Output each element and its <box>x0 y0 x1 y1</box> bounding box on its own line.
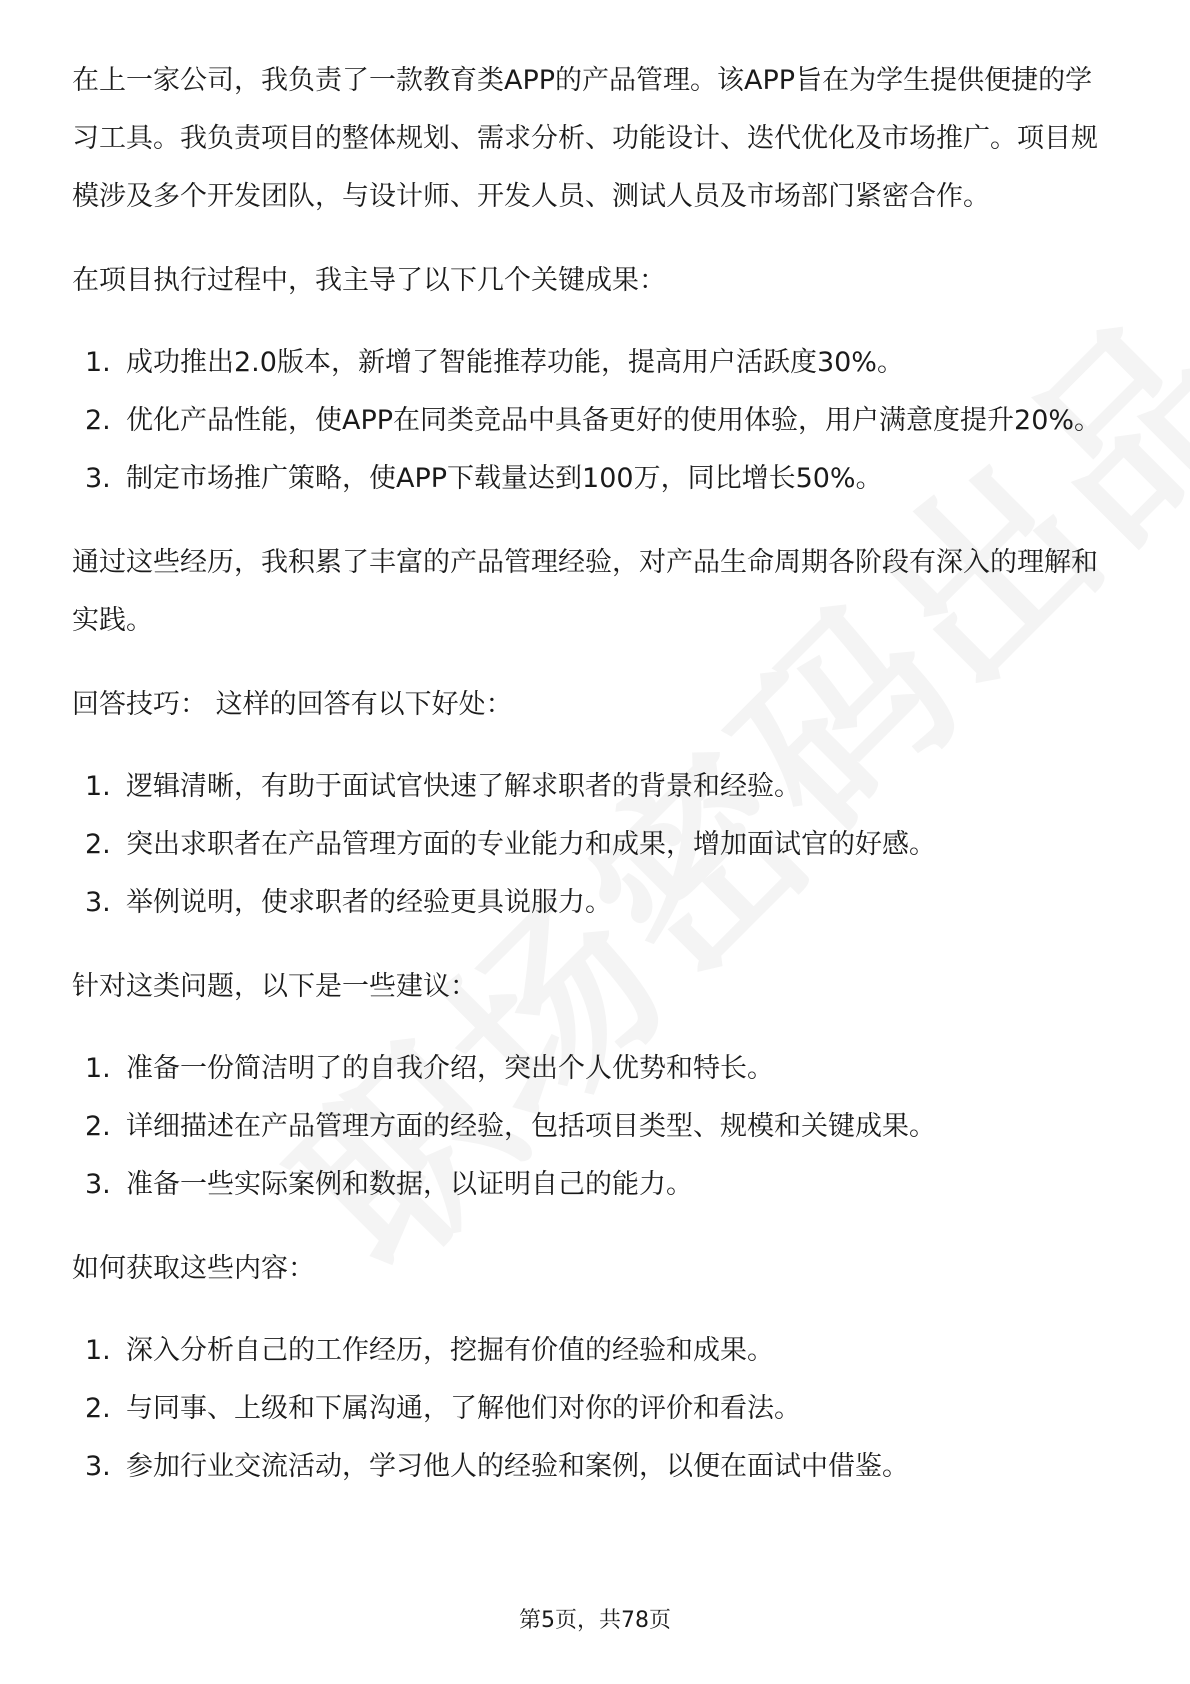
list-number: 3. <box>85 1169 111 1200</box>
list-number: 1. <box>85 347 111 378</box>
list-number: 2. <box>85 405 111 436</box>
list-item-text: 制定市场推广策略，使APP下载量达到100万，同比增长50%。 <box>126 463 883 494</box>
list-item <box>72 1322 1118 1380</box>
list-item <box>72 1040 1118 1098</box>
list-item <box>72 874 1118 932</box>
achievements-heading: 在项目执行过程中，我主导了以下几个关键成果： <box>72 265 666 296</box>
list-item <box>72 758 1118 816</box>
achievements-list <box>72 334 1118 508</box>
intro-paragraph: 在上一家公司，我负责了一款教育类APP的产品管理。该APP旨在为学生提供便捷的学习工具。我负责项目的整体规划、需求分析、功能设计、迭代优化及市场推广。项目规模涉及多个开发团队，与设计师、开发人员、测试人员及市场部门紧密合作。 <box>72 65 1098 212</box>
suggestions-list <box>72 1040 1118 1214</box>
list-item <box>72 334 1118 392</box>
tips-heading: 回答技巧： 这样的回答有以下好处： <box>72 689 513 720</box>
list-item-text: 突出求职者在产品管理方面的专业能力和成果，增加面试官的好感。 <box>126 829 936 860</box>
list-number: 3. <box>85 463 111 494</box>
list-number: 2. <box>85 1393 111 1424</box>
howto-heading: 如何获取这些内容： <box>72 1253 315 1284</box>
list-number: 1. <box>85 1053 111 1084</box>
list-item-text: 详细描述在产品管理方面的经验，包括项目类型、规模和关键成果。 <box>126 1111 936 1142</box>
list-number: 1. <box>85 771 111 802</box>
list-item <box>72 1380 1118 1438</box>
list-item <box>72 1098 1118 1156</box>
list-number: 1. <box>85 1335 111 1366</box>
list-number: 3. <box>85 887 111 918</box>
list-item <box>72 816 1118 874</box>
list-item-text: 准备一份简洁明了的自我介绍，突出个人优势和特长。 <box>126 1053 774 1084</box>
list-item-text: 逻辑清晰，有助于面试官快速了解求职者的背景和经验。 <box>126 771 801 802</box>
list-item-text: 与同事、上级和下属沟通，了解他们对你的评价和看法。 <box>126 1393 801 1424</box>
summary-paragraph: 通过这些经历，我积累了丰富的产品管理经验，对产品生命周期各阶段有深入的理解和实践。 <box>72 547 1098 636</box>
suggestions-heading: 针对这类问题，以下是一些建议： <box>72 971 477 1002</box>
list-number: 3. <box>85 1451 111 1482</box>
list-number: 2. <box>85 1111 111 1142</box>
list-item <box>72 1156 1118 1214</box>
list-item <box>72 1438 1118 1496</box>
list-item-text: 准备一些实际案例和数据，以证明自己的能力。 <box>126 1169 693 1200</box>
list-item-text: 优化产品性能，使APP在同类竞品中具备更好的使用体验，用户满意度提升20%。 <box>126 405 1102 436</box>
howto-list <box>72 1322 1118 1496</box>
list-item-text: 参加行业交流活动，学习他人的经验和案例，以便在面试中借鉴。 <box>126 1451 909 1482</box>
document-page <box>72 52 1118 1496</box>
page-footer: 第5页，共78页 <box>519 1608 671 1633</box>
list-item-text: 成功推出2.0版本，新增了智能推荐功能，提高用户活跃度30%。 <box>126 347 904 378</box>
list-item <box>72 392 1118 450</box>
list-number: 2. <box>85 829 111 860</box>
list-item <box>72 450 1118 508</box>
list-item-text: 举例说明，使求职者的经验更具说服力。 <box>126 887 612 918</box>
tips-list <box>72 758 1118 932</box>
list-item-text: 深入分析自己的工作经历，挖掘有价值的经验和成果。 <box>126 1335 774 1366</box>
